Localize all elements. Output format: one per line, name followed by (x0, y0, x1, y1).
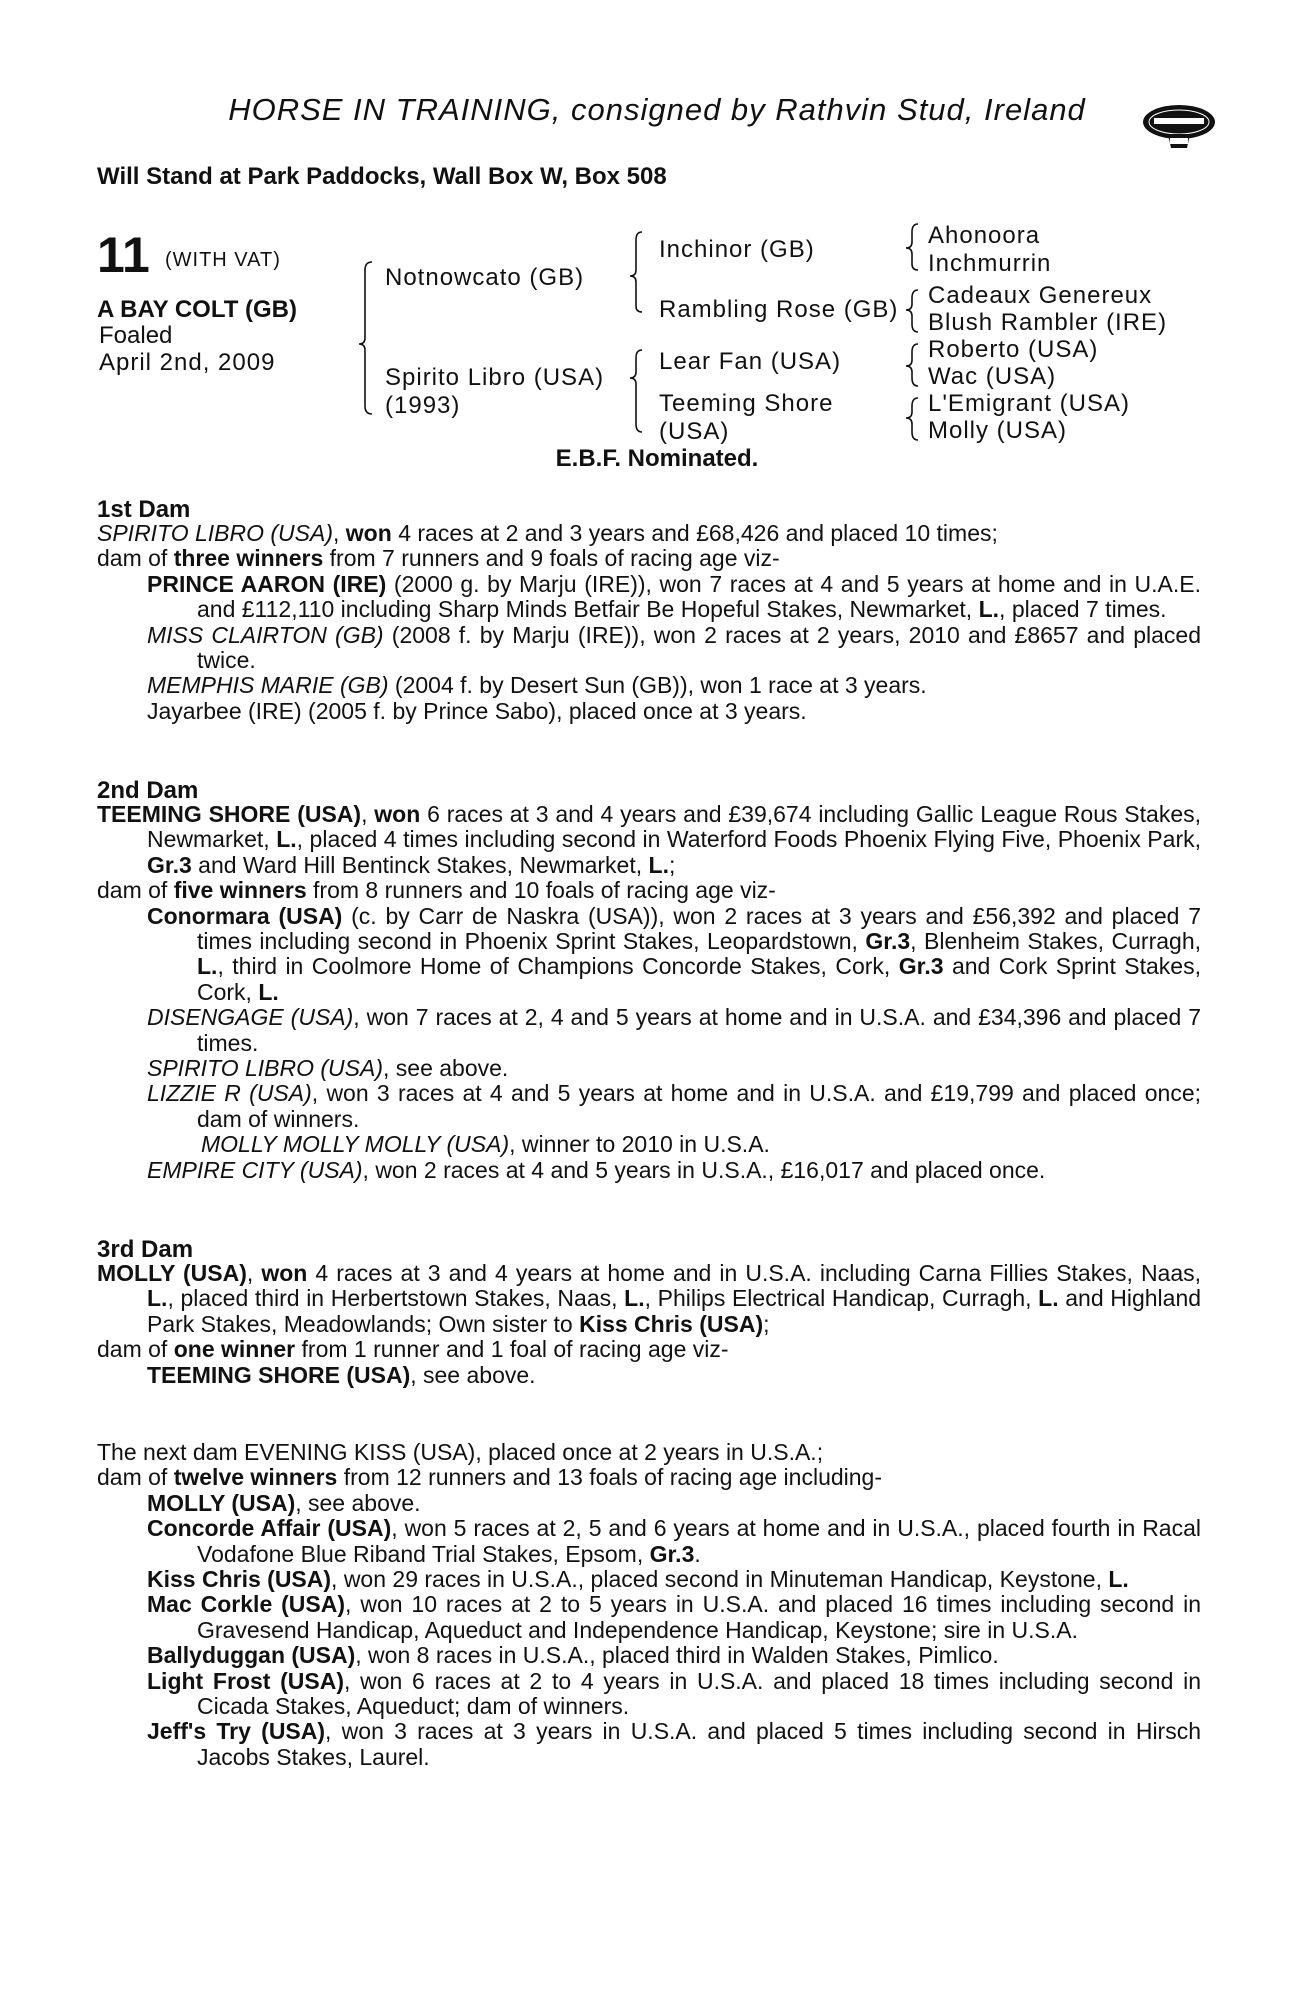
pedigree-dam-dam: Teeming Shore (659, 390, 834, 417)
pedigree-dam-dam-country: (USA) (659, 418, 730, 445)
second-dam-heading: 2nd Dam (97, 777, 199, 804)
progeny-entry: Jayarbee (IRE) (2005 f. by Prince Sabo), placed once at 3 years. (147, 697, 807, 724)
lot-name: A BAY COLT (GB) (97, 296, 298, 323)
pedigree-sire-dam: Rambling Rose (GB) (659, 296, 899, 323)
pedigree-dam-sire: Lear Fan (USA) (659, 348, 842, 375)
catalogue-header-title: HORSE IN TRAINING, consigned by Rathvin Stud, Ireland (228, 92, 1086, 127)
progeny-entry: Jeff's Try (USA), won 3 races at 3 years in U.S.A. and placed 5 times including second in Hirsch Jacobs Stakes, Laurel. (147, 1718, 1201, 1770)
first-dam-heading: 1st Dam (97, 496, 191, 523)
progeny-entry: Light Frost (USA), won 6 races at 2 to 4 years in U.S.A. and placed 18 times including second in Cicada Stakes, Aqueduct; dam of winners. (147, 1667, 1202, 1720)
progeny-entry: Mac Corkle (USA), won 10 races at 2 to 5 years in U.S.A. and placed 16 times including second in Gravesend Handicap, Aqueduct and Independence Handicap, Keystone; sire in U.S.A. (147, 1591, 1201, 1643)
pedigree-dam: Spirito Libro (USA) (385, 364, 605, 391)
pedigree-ggd: Blush Rambler (IRE) (928, 309, 1168, 336)
pedigree-ggs: Roberto (USA) (928, 336, 1099, 363)
pedigree-ggd: Wac (USA) (928, 363, 1057, 390)
progeny-entry: MOLLY (USA), see above. (147, 1489, 421, 1516)
pedigree-ggd: Molly (USA) (928, 417, 1068, 444)
pedigree-ggs: L'Emigrant (USA) (928, 390, 1130, 417)
pedigree-dam-year: (1993) (385, 392, 461, 419)
progeny-entry: LIZZIE R (USA), won 3 races at 4 and 5 years at home and in U.S.A. and £19,799 and placed once; dam of winners. (147, 1080, 1202, 1132)
lot-number: 11 (97, 227, 150, 283)
progeny-entry: MEMPHIS MARIE (GB) (2004 f. by Desert Sun (GB)), won 1 race at 3 years. (147, 672, 927, 699)
yearling-bonus-badge-icon (1140, 98, 1218, 154)
progeny-entry: EMPIRE CITY (USA), won 2 races at 4 and 5 years in U.S.A., £16,017 and placed once. (147, 1156, 1046, 1183)
pedigree-sire-sire: Inchinor (GB) (659, 236, 815, 263)
third-dam-heading: 3rd Dam (97, 1236, 194, 1263)
foaled-label: Foaled (99, 322, 173, 349)
grand-progeny-entry: MOLLY MOLLY MOLLY (USA), winner to 2010 in U.S.A. (201, 1131, 770, 1158)
third-dam-section: MOLLY (USA), won 4 races at 3 and 4 years at home and in U.S.A. including Carna Fillies Stakes, Naas, L., placed third in Herbertstown Stakes, Naas, L., Philips Electrical Handicap, Curragh, L. and Highland Park Stakes, Meadowlands; Own sister to Kiss Chris (USA); dam of one winner from 1 runner and 1 foal of racing age viz- TEEMING SHORE (USA), see above. (97, 1260, 1202, 1388)
foaled-date: April 2nd, 2009 (99, 349, 276, 376)
progeny-entry: MISS CLAIRTON (GB) (2008 f. by Marju (IRE)), won 2 races at 2 years, 2010 and £8657 and placed twice. (147, 621, 1202, 674)
stand-location: Will Stand at Park Paddocks, Wall Box W, Box 508 (97, 163, 667, 190)
progeny-entry: PRINCE AARON (IRE) (2000 g. by Marju (IRE)), won 7 races at 4 and 5 years at home and in U.A.E. and £112,110 including Sharp Minds Betfair Be Hopeful Stakes, Newmarket, L., placed 7 times. (147, 570, 1201, 623)
progeny-entry: DISENGAGE (USA), won 7 races at 2, 4 and 5 years at home and in U.S.A. and £34,396 and placed 7 times. (147, 1004, 1201, 1056)
pedigree-ggd: Inchmurrin (928, 250, 1052, 277)
second-dam-section: TEEMING SHORE (USA), won 6 races at 3 and 4 years and £39,674 including Gallic League Rous Stakes, Newmarket, L., placed 4 times including second in Waterford Foods Phoenix Flying Five, Phoenix Park, Gr.3 and Ward Hill Bentinck Stakes, Newmarket, L.; dam of five winners from 8 runners and 10 foals of racing age viz- Conormara (USA) (c. by Carr de Naskra (USA)), won 2 races at 3 years and £56,392 and placed 7 times including second in Phoenix Sprint Stakes, Leopardstown, Gr.3, Blenheim Stakes, Curragh, L., third in Coolmore Home of Champions Concorde Stakes, Cork, Gr.3 and Cork Sprint Stakes, Cork, L. DISENGAGE (USA), won 7 races at 2, 4 and 5 years at home and in U.S.A. and £34,396 and placed 7 times. SPIRITO LIBRO (USA), see above. LIZZIE R (USA), won 3 races at 4 and 5 years at home and in U.S.A. and £19,799 and placed once; dam of winners. MOLLY MOLLY MOLLY (USA), winner to 2010 in U.S.A. EMPIRE CITY (USA), won 2 races at 4 and 5 years in U.S.A., £16,017 and placed once. (97, 801, 1202, 1183)
pedigree-ggs: Cadeaux Genereux (928, 282, 1153, 309)
next-dam-section: The next dam EVENING KISS (USA), placed once at 2 years in U.S.A.; dam of twelve winners from 12 runners and 13 foals of racing age including- MOLLY (USA), see above. Concorde Affair (USA), won 5 races at 2, 5 and 6 years at home and in U.S.A., placed fourth in Racal Vodafone Blue Riband Trial Stakes, Epsom, Gr.3. Kiss Chris (USA), won 29 races in U.S.A., placed second in Minuteman Handicap, Keystone, L. Mac Corkle (USA), won 10 races at 2 to 5 years in U.S.A. and placed 16 times including second in Gravesend Handicap, Aqueduct and Independence Handicap, Keystone; sire in U.S.A. Ballyduggan (USA), won 8 races in U.S.A., placed third in Walden Stakes, Pimlico. Light Frost (USA), won 6 races at 2 to 4 years in U.S.A. and placed 18 times including second in Cicada Stakes, Aqueduct; dam of winners. Jeff's Try (USA), won 3 races at 3 years in U.S.A. and placed 5 times including second in Hirsch Jacobs Stakes, Laurel. (97, 1439, 1202, 1770)
progeny-entry: TEEMING SHORE (USA), see above. (147, 1361, 536, 1388)
vat-note: (WITH VAT) (165, 249, 281, 271)
first-dam-section: SPIRITO LIBRO (USA), won 4 races at 2 and 3 years and £68,426 and placed 10 times; dam of three winners from 7 runners and 9 foals of racing age viz- PRINCE AARON (IRE) (2000 g. by Marju (IRE)), won 7 races at 4 and 5 years at home and in U.A.E. and £112,110 including Sharp Minds Betfair Be Hopeful Stakes, Newmarket, L., placed 7 times. MISS CLAIRTON (GB) (2008 f. by Marju (IRE)), won 2 races at 2 years, 2010 and £8657 and placed twice. MEMPHIS MARIE (GB) (2004 f. by Desert Sun (GB)), won 1 race at 3 years. Jayarbee (IRE) (2005 f. by Prince Sabo), placed once at 3 years. (97, 520, 1202, 724)
progeny-entry: Concorde Affair (USA), won 5 races at 2, 5 and 6 years at home and in U.S.A., placed fourth in Racal Vodafone Blue Riband Trial Stakes, Epsom, Gr.3. (147, 1515, 1201, 1567)
progeny-entry: Conormara (USA) (c. by Carr de Naskra (USA)), won 2 races at 3 years and £56,392 and placed 7 times including second in Phoenix Sprint Stakes, Leopardstown, Gr.3, Blenheim Stakes, Curragh, L., third in Coolmore Home of Champions Concorde Stakes, Cork, Gr.3 and Cork Sprint Stakes, Cork, L. (147, 902, 1202, 1005)
dam-name: SPIRITO LIBRO (USA) (97, 520, 334, 546)
progeny-entry: Ballyduggan (USA), won 8 races in U.S.A., placed third in Walden Stakes, Pimlico. (147, 1642, 999, 1669)
pedigree-ggs: Ahonoora (928, 222, 1041, 249)
pedigree-sire: Notnowcato (GB) (385, 264, 585, 291)
progeny-entry: Kiss Chris (USA), won 29 races in U.S.A., placed second in Minuteman Handicap, Keystone, L. (147, 1566, 1129, 1593)
progeny-entry: SPIRITO LIBRO (USA), see above. (147, 1055, 509, 1082)
ebf-nominated: E.B.F. Nominated. (555, 445, 759, 472)
